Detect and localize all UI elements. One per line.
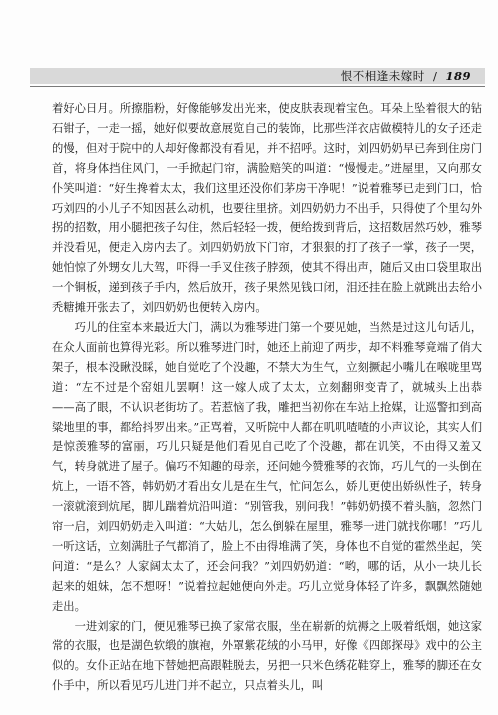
body-text: [52, 99, 482, 696]
running-header: [30, 68, 485, 84]
paragraph-2: 巧儿的住室本来最近大门，满以为雅琴进门第一个要见她，当然是过这儿句话儿，在众人面前也算得光彩。所以雅琴进门时，她还上前迎了两步，却不料雅琴竟端了俏大架子，根本没瞅没睬，她自觉吃了个没趣，不禁大为生气，立刻撅起小嘴儿在喉咙里骂道：“左不过是个窑姐儿罢啊！这一嫁人成了太太，立刻翻卵变青了，就城头上出恭——高了眼，不认识老街坊了。若惹恼了我，雕把当初你在车站上抢媒，让巡警扣到高粱地里的事，都给抖罗出来。”正骂着，又听院中人都在叽叽喳喳的小声议论，其实人们是惊羡雅琴的富丽，巧儿只疑是他们看见自己吃了个没趣，都在讥笑，不由得又羞又气，转身就进了屋子。偏巧不知趣的母亲，还问她今赞雅琴的衣饰，巧儿气的一头倒在炕上，一语不答，韩奶奶才看出女儿是在生气，忙问怎么，娇儿更使出娇纵性子，转身一滚就滚到炕尾，脚儿踹着炕沿叫道：“别管我，别问我！”韩奶奶摸不着头脑，忽然门帘一启，刘四奶奶走入叫道：“大姑儿，怎么倒躲在屋里，雅琴一进门就找你哪！”巧儿一听这话，立刻满肚子气都消了，脸上不由得堆满了笑，身体也不自觉的霍然坐起，笑问道：“是么？人家阔太太了，还会问我？”刘四奶奶道：“哟，哪的话，从小一块儿长起来的姐妹，怎不想呀！”说着拉起她便向外走。巧儿立觉身体轻了许多，飘飘然随她走出。: [52, 320, 482, 613]
paragraph-1: 着好心日月。所擦脂粉，好像能够发出光来，使皮肤表现着宝色。耳朵上坠着很大的钻石钳子，一走一摇，她好似要故意展览自己的装饰，比那些洋衣店做模特儿的女子还走的慢，但对于院中的人却好像都没有看见，并不招呼。这时，刘四奶奶早已奔到住房门首，将身体挡住风门，一手掀起门帘，满脸赔笑的叫道：“慢慢走。”进屋里，又向那女仆笑叫道：“好生搀着太太，我们这里还没你们茅房干净呢！”说着雅琴已走到门口，恰巧刘四的小儿子不知因甚么动机，也要往里挤。刘四奶奶力不出手，只得使了个里勾外拐的招数，用小腿把孩子勾住，然后轻轻一拨，便给拨到背后，这招数居然巧妙，雅琴并没看见，便走入房内去了。刘四奶奶放下门帘，才狠狠的打了孩子一掌，孩子一哭，她怕惊了外甥女儿大驾，吓得一手叉住孩子脖颈，使其不得出声，随后又由口袋里取出一个铜板，递到孩子手内，然后放开，孩子果然见钱口闭，泪还挂在脸上就跳出去给小秃糖摊开张去了，刘四奶奶也便转入房内。: [52, 102, 482, 315]
paragraph-3: 一进刘家的门，便见雅琴已换了家常衣服，坐在崭新的炕褥之上吸着纸烟，她这家常的衣服，也是湖色软缎的旗袍，外罩紫花绒的小马甲，好像《四郎探母》戏中的公主似的。女仆正站在地下替她把高跟鞋脱去，另把一只米色绣花鞋穿上，雅琴的脚还在女仆手中，所以看见巧儿进门并不起立，只点着头儿，叫: [52, 619, 482, 693]
page-number: 189: [445, 69, 471, 83]
running-title: 恨不相逢未嫁时: [340, 69, 425, 83]
header-separator: /: [432, 69, 438, 83]
header-text: [341, 68, 471, 84]
header-rule: [30, 86, 485, 87]
